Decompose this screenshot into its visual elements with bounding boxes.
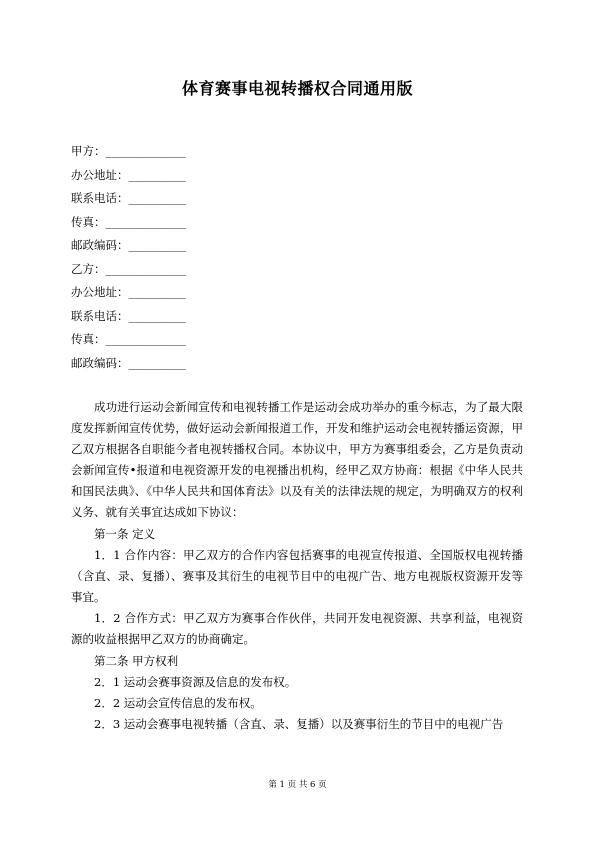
clause-2-3: 2．3 运动会赛事电视转播（含直、录、复播）以及赛事衍生的节目中的电视广告 [94,717,504,731]
party-b-address-line: 办公地址：__________ [71,285,186,299]
party-a-name-line: 甲方：______________ [71,144,186,158]
party-a-phone-line: 联系电话：__________ [71,191,186,205]
party-b-name-line: 乙方：______________ [71,261,186,276]
party-a-postcode-line: 邮政编码：__________ [71,238,186,252]
party-b-phone-line: 联系电话：__________ [71,308,186,323]
party-b-postcode-line: 邮政编码：__________ [71,355,186,370]
party-a-fax-line: 传真：______________ [71,214,186,229]
intro-paragraph: 成功进行运动会新闻宣传和电视转播工作是运动会成功举办的重今标志，为了最大限度发挥新闻宣传优势，做好运动会新闻报道工作，开发和维护运动会电视转播运资源，甲乙双方根据各自职能今者电视转播权合同。本协议中，甲方为赛事组委会，乙方是负责动会新闻宣传•报道和电视资源开发的电视播出机构，经甲乙双方协商：根据《中华人民共和国民法典》、《中华人民共和国体育法》以及有关的法律法规的规定，为明确双方的权利义务、就有关事宜达成如下协议： [71,400,523,519]
clause-1-2: 1．2 合作方式：甲乙双方为赛事合作伙伴，共同开发电视资源、共享利益，电视资源的收益根据甲乙双方的协商确定。 [71,611,523,646]
article-2-heading: 第二条 甲方权利 [94,654,179,668]
party-a-address-line: 办公地址：__________ [71,167,186,182]
party-info-block [71,140,331,375]
clause-2-1: 2．1 运动会赛事资源及信息的发布权。 [94,675,297,689]
contract-body [71,397,523,735]
page-footer: 第 1 页 共 6 页 [268,780,327,790]
clause-2-2: 2．2 运动会宣传信息的发布权。 [94,696,262,710]
party-b-fax-line: 传真：______________ [71,332,186,346]
clause-1-1: 1．1 合作内容：甲乙双方的合作内容包括赛事的电视宣传报道、全国版权电视转播（含直、录、复播）、赛事及其衍生的电视节目中的电视广告、地方电视版权资源开发等事宜。 [71,548,523,604]
article-1-heading: 第一条 定义 [94,527,156,541]
document-title: 体育赛事电视转播权合同通用版 [181,79,413,98]
